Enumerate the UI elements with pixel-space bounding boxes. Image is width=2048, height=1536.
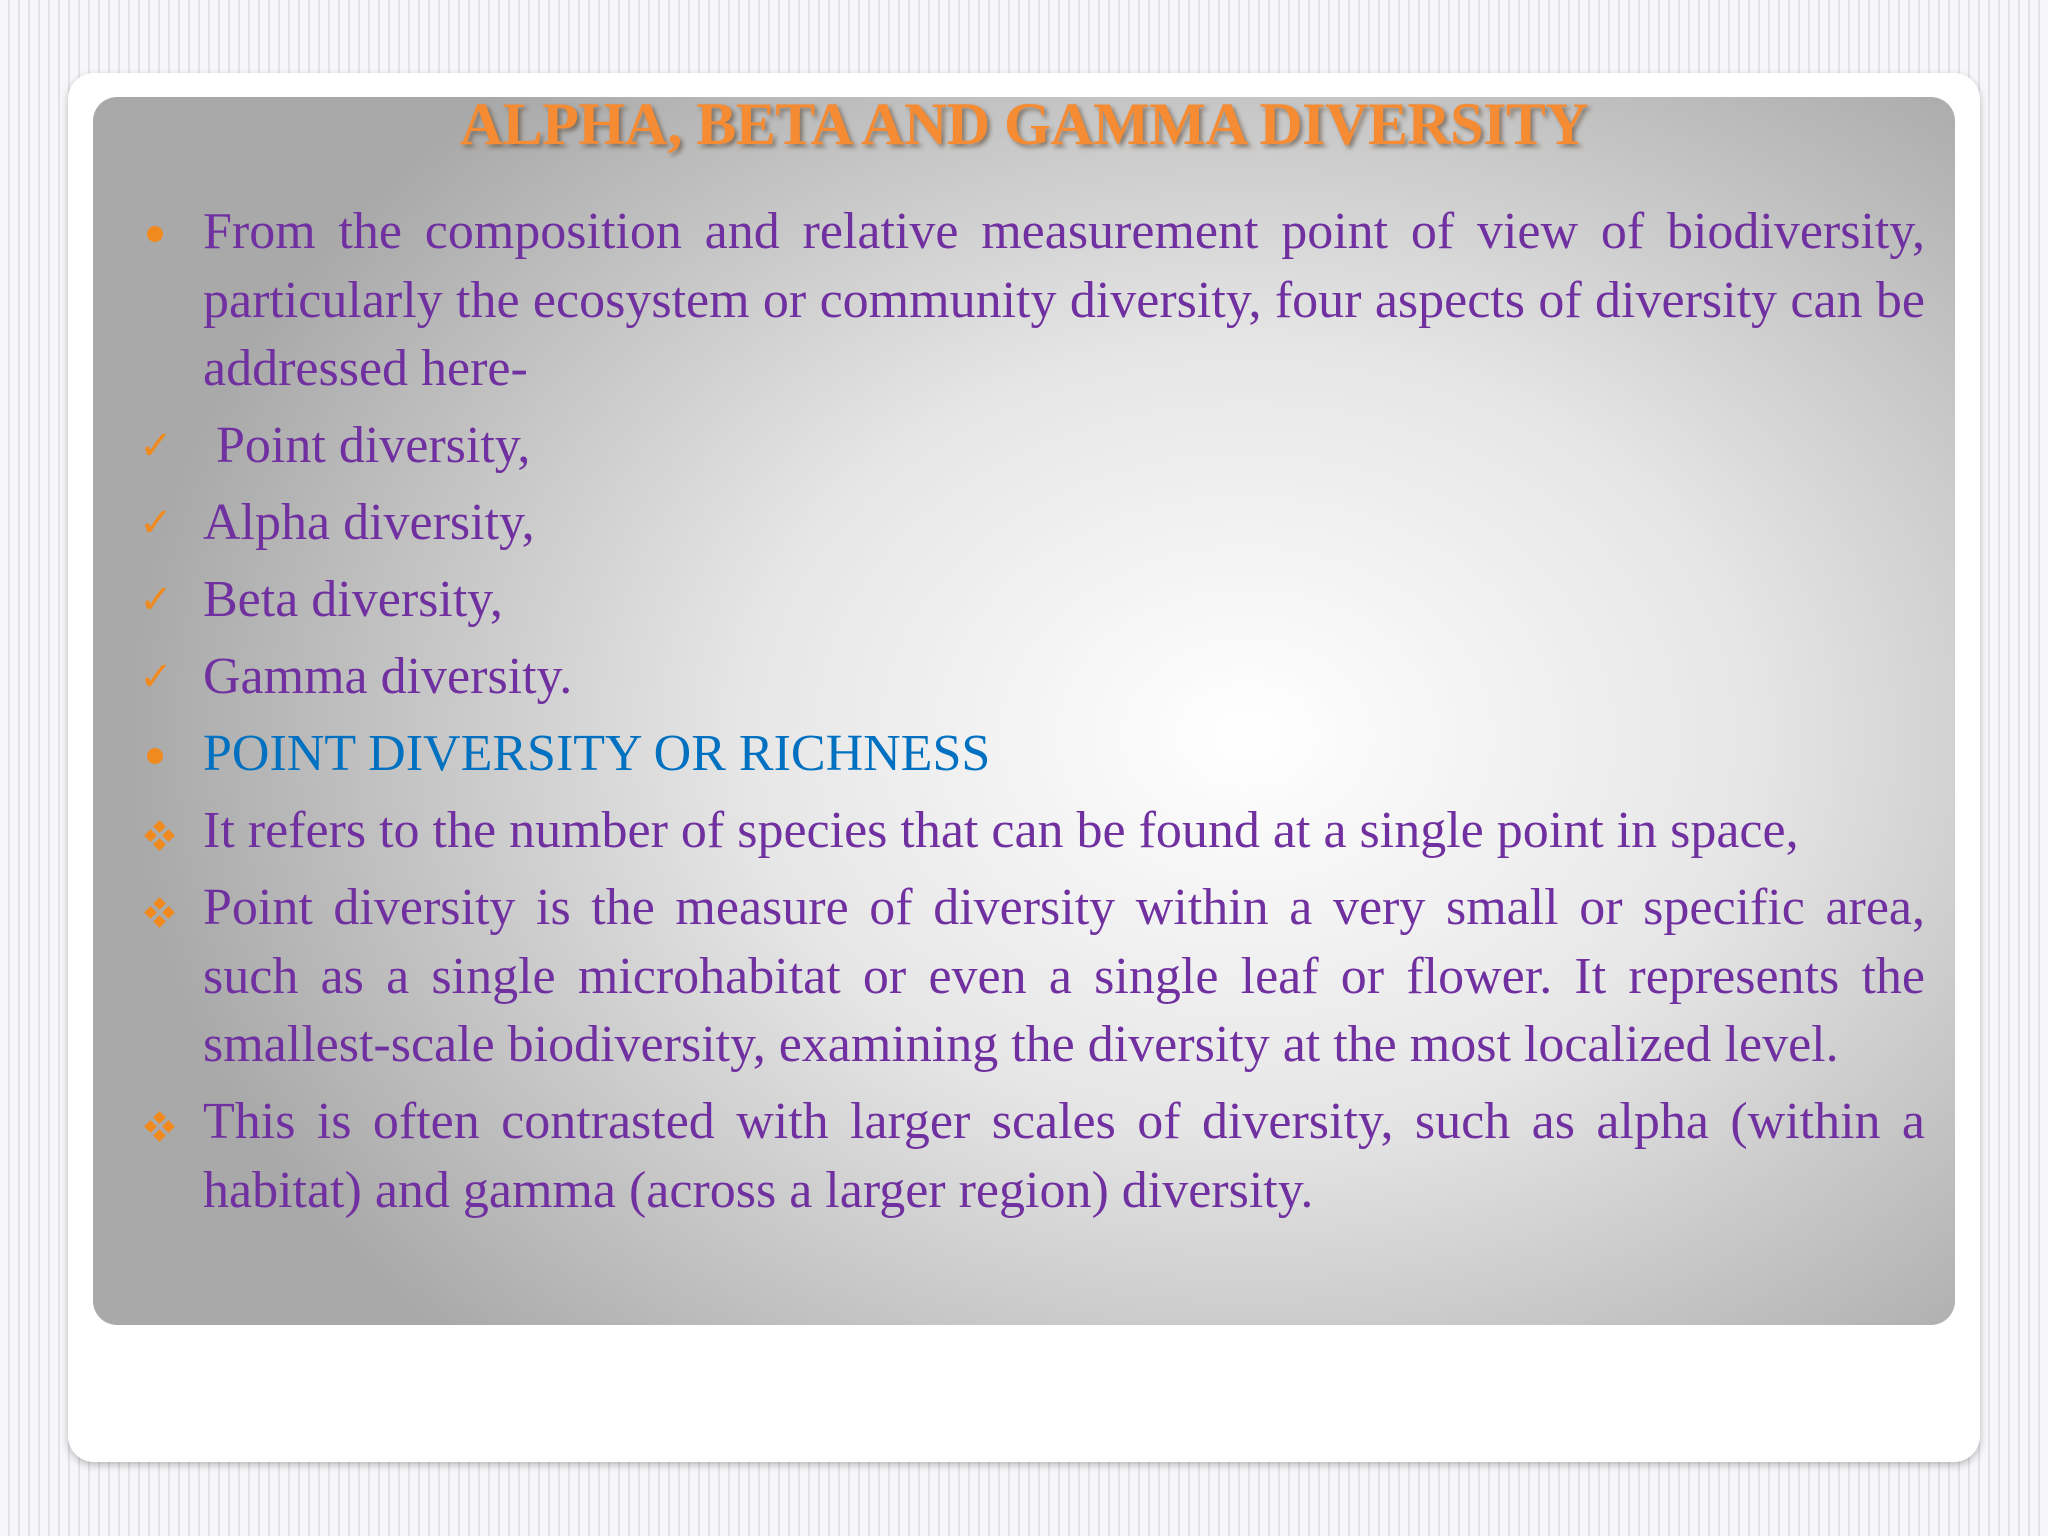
bullet-dot-icon bbox=[147, 748, 163, 764]
item-text: Beta diversity, bbox=[203, 571, 503, 628]
item-text: Gamma diversity. bbox=[203, 648, 573, 705]
item-text: This is often contrasted with larger scales of diversity, such as alpha (within a habitat) and gamma (across a larger region) diversity. bbox=[203, 1093, 1925, 1219]
list-item bbox=[140, 489, 1925, 558]
section-heading bbox=[140, 720, 1925, 789]
list-item bbox=[140, 566, 1925, 635]
list-item bbox=[140, 198, 1925, 404]
diamond-bullet-icon bbox=[145, 1112, 175, 1142]
item-text: Point diversity is the measure of diversity within a very small or specific area, such as a single microhabitat or even a single leaf or flower. It represents the smallest-scale biodiversity, examining the diversity at the most localized level. bbox=[203, 879, 1925, 1073]
checkmark-icon: ✓ bbox=[139, 654, 173, 699]
diamond-bullet-icon bbox=[145, 821, 175, 851]
slide-title: ALPHA, BETA AND GAMMA DIVERSITY bbox=[459, 91, 1589, 157]
bullet-dot-icon bbox=[147, 226, 163, 242]
item-text: Alpha diversity, bbox=[203, 494, 535, 551]
list-item bbox=[140, 412, 1925, 481]
checkmark-icon: ✓ bbox=[139, 423, 173, 468]
slide-content bbox=[140, 198, 1925, 1234]
item-text: It refers to the number of species that can be found at a single point in space, bbox=[203, 802, 1799, 859]
diamond-bullet-icon bbox=[145, 898, 175, 928]
list-item bbox=[140, 874, 1925, 1080]
list-item bbox=[140, 797, 1925, 866]
checkmark-icon: ✓ bbox=[139, 500, 173, 545]
checkmark-icon: ✓ bbox=[139, 577, 173, 622]
list-item bbox=[140, 1088, 1925, 1225]
list-item bbox=[140, 643, 1925, 712]
item-text: POINT DIVERSITY OR RICHNESS bbox=[203, 725, 991, 782]
item-text: Point diversity, bbox=[203, 417, 531, 474]
item-text: From the composition and relative measurement point of view of biodiversity, particularly the ecosystem or community diversity, four aspects of diversity can be addressed here- bbox=[203, 203, 1925, 397]
